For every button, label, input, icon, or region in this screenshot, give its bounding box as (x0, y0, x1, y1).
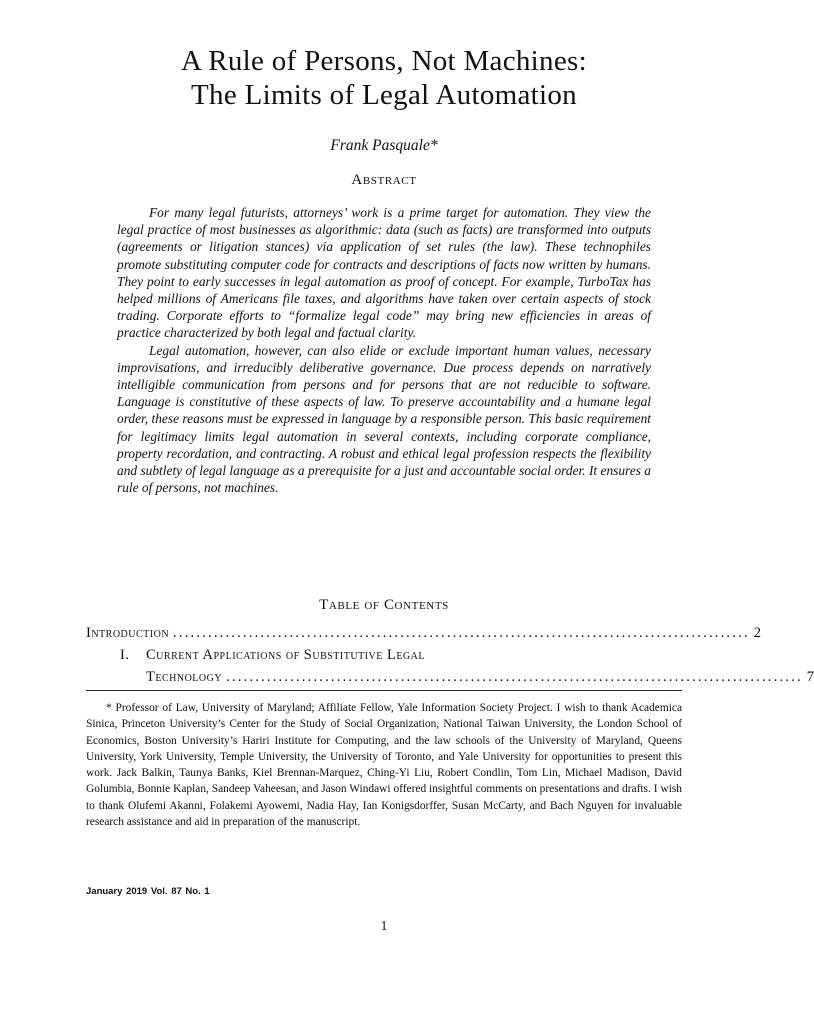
toc-entry-current-applications-cont[interactable] (86, 666, 814, 688)
toc-entry-label-continued: Technology (146, 669, 223, 685)
paper-title (0, 44, 768, 112)
footnote-text: * Professor of Law, University of Maryland; Affiliate Fellow, Yale Information Society Project. I wish to thank Academica Sinica, Princeton University’s Center for the Study of Social Organization, National Taiwan University, the London School of Economics, Boston University’s Hariri Institute for Computing, and the law schools of the University of Maryland, Queens University, York University, Temple University, the University of Toronto, and Yale University for opportunities to present this work. Jack Balkin, Taunya Banks, Kiel Brennan-Marquez, Ching-Yi Liu, Robert Condlin, Tom Lin, Michael Madison, David Golumbia, Bonnie Kaplan, Sandeep Vaheesan, and Jason Windawi offered insightful comments on presentations and drafts. I wish to thank Olufemi Akanni, Folakemi Ayowemi, Nadia Hay, Ian Konigsdorffer, Susan McCarty, and Bach Nguyen for invaluable research assistance and aid in preparation of the manuscript. (86, 702, 682, 829)
toc-entry-label: Introduction (86, 625, 170, 641)
toc-entry-current-applications[interactable] (86, 644, 682, 666)
abstract-paragraph: Legal automation, however, can also elide or exclude important human values, necessary improvisations, and irreducibly deliberative governance. Due process depends on narratively intelligible communication from persons and for persons that are not reducible to software. Language is constitutive of these aspects of law. To preserve accountability and a humane legal order, these reasons must be expressed in language by a responsible person. This basic requirement for legitimacy limits legal automation in several contexts, including corporate compliance, property recordation, and contracting. A robust and ethical legal profession respects the flexibility and subtlety of legal language as a prerequisite for a just and accountable social order. It ensures a rule of persons, not machines. (117, 342, 651, 496)
author-footnote (86, 700, 682, 830)
toc-heading: Table of Contents (319, 597, 449, 613)
toc-dot-leader: ................................................................................................... (173, 625, 750, 641)
issue-info: January 2019 Vol. 87 No. 1 (86, 886, 210, 897)
toc-dot-leader: ................................................................................................... (226, 669, 803, 685)
toc-entry-introduction[interactable] (86, 622, 761, 644)
abstract-heading: Abstract (351, 172, 417, 188)
title-line-2: The Limits of Legal Automation (191, 79, 577, 111)
footnote-divider (86, 690, 682, 691)
abstract-body (117, 204, 651, 496)
toc-entry-number: I. (120, 647, 130, 663)
abstract-paragraph: For many legal futurists, attorneys’ work is a prime target for automation. They view the legal practice of most businesses as algorithmic: data (such as facts) are transformed into outputs (agreements or litigation stances) via application of set rules (the law). These technophiles promote substituting computer code for contracts and descriptions of facts now written by humans. They point to early successes in legal automation as proof of concept. For example, TurboTax has helped millions of Americans file taxes, and algorithms have taken over certain aspects of stock trading. Corporate efforts to “formalize legal code” may bring new efficiencies in areas of practice characterized by both legal and factual clarity. (117, 205, 651, 341)
toc-entry-page: 2 (753, 625, 761, 641)
table-of-contents (86, 622, 814, 688)
title-line-1: A Rule of Persons, Not Machines: (181, 45, 587, 77)
toc-entry-label: Current Applications of Substitutive Legal (146, 647, 425, 663)
author-name: Frank Pasquale* (330, 137, 438, 154)
toc-entry-page: 7 (806, 669, 814, 685)
page-number: 1 (380, 918, 388, 933)
toc-entry-label-wrap (120, 644, 425, 666)
